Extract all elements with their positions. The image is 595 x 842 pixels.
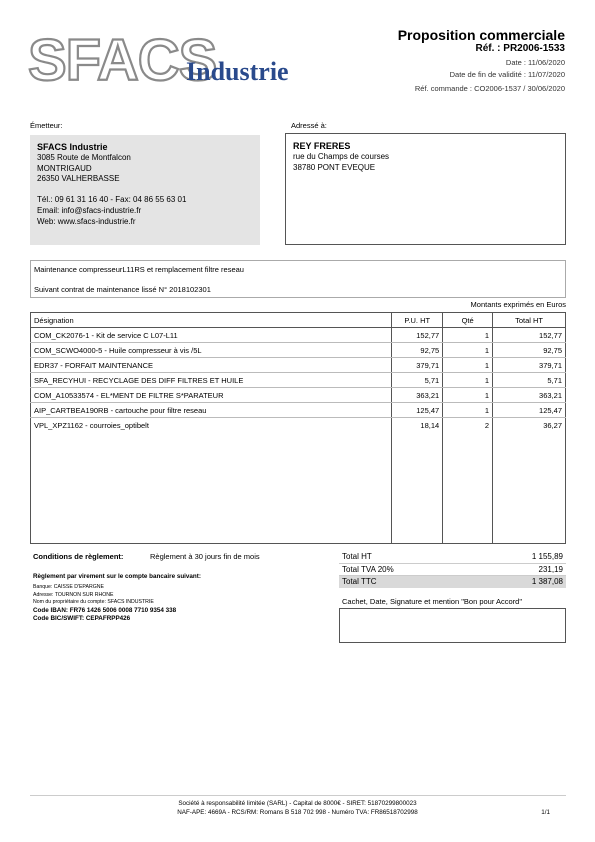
recipient-block	[285, 133, 566, 245]
cell-quantity: 1	[443, 373, 493, 388]
table-row	[31, 373, 566, 388]
table-row	[31, 418, 566, 433]
cell-unit-price: 125,47	[392, 403, 443, 418]
cell-designation: VPL_XPZ1162 - courroies_optibelt	[31, 418, 392, 433]
bic-code: Code BIC/SWIFT: CEPAFRPP426	[33, 615, 131, 622]
sender-block	[30, 135, 260, 245]
total-tva-label: Total TVA 20%	[342, 564, 394, 574]
object-line: Maintenance compresseurL11RS et remplacement filtre reseau	[34, 265, 244, 274]
table-row	[31, 358, 566, 373]
table-header-row	[31, 313, 566, 328]
document-reference: Réf. : PR2006-1533	[475, 43, 565, 54]
total-ttc-row	[339, 576, 566, 588]
cell-unit-price: 92,75	[392, 343, 443, 358]
items-table	[30, 312, 566, 544]
cell-total: 125,47	[493, 403, 566, 418]
totals-block	[339, 551, 566, 588]
total-ht-label: Total HT	[342, 552, 372, 561]
sender-address-line: MONTRIGAUD	[37, 163, 92, 173]
cell-unit-price: 152,77	[392, 328, 443, 343]
header-designation: Désignation	[31, 313, 392, 328]
total-ttc-label: Total TTC	[342, 577, 377, 586]
footer-line: NAF-APE: 4669A - RCS/RM: Romans B 518 702 998 - Numéro TVA: FR86518702998	[177, 809, 418, 816]
cell-total: 36,27	[493, 418, 566, 433]
company-logo	[28, 26, 328, 90]
total-tva-value: 231,19	[538, 564, 563, 574]
total-tva-row	[339, 564, 566, 577]
logo-text-main: SFACS	[28, 28, 217, 90]
table-row	[31, 403, 566, 418]
cell-designation: AIP_CARTBEA190RB - cartouche pour filtre reseau	[31, 403, 392, 418]
page-number: 1/1	[541, 809, 550, 816]
cell-quantity: 1	[443, 388, 493, 403]
cell-designation: COM_SCWO4000-5 - Huile compresseur à vis /5L	[31, 343, 392, 358]
payment-conditions-value: Règlement à 30 jours fin de mois	[150, 552, 260, 561]
total-ht-value: 1 155,89	[531, 552, 563, 561]
cell-total: 152,77	[493, 328, 566, 343]
sender-email: Email: info@sfacs-industrie.fr	[37, 205, 142, 215]
logo-text-sub: Industrie	[186, 57, 289, 86]
order-reference: Réf. commande : CO2006-1537 / 30/06/2020	[414, 84, 565, 93]
footer-divider	[30, 795, 566, 796]
sender-address-line: 3085 Route de Montfalcon	[37, 152, 131, 162]
account-owner: Nom du propriétaire du compte: SFACS INDUSTRIE	[33, 599, 154, 605]
payment-conditions-label: Conditions de règlement:	[33, 552, 124, 561]
iban-code: Code IBAN: FR76 1426 5006 0008 7710 9354 338	[33, 607, 177, 614]
cell-designation: COM_A10533574 - EL*MENT DE FILTRE S*PARATEUR	[31, 388, 392, 403]
cell-quantity: 1	[443, 328, 493, 343]
sender-website: Web: www.sfacs-industrie.fr	[37, 216, 136, 226]
table-row	[31, 343, 566, 358]
sender-name: SFACS Industrie	[37, 142, 108, 152]
bank-name: Banque: CAISSE D'EPARGNE	[33, 584, 104, 590]
cell-quantity: 1	[443, 403, 493, 418]
header-total: Total HT	[493, 313, 566, 328]
total-ht-row	[339, 551, 566, 564]
table-filler-row	[31, 433, 566, 544]
cell-unit-price: 363,21	[392, 388, 443, 403]
sender-phone: Tél.: 09 61 31 16 40 - Fax: 04 86 55 63 01	[37, 195, 187, 205]
cell-designation: SFA_RECYHUI - RECYCLAGE DES DIFF FILTRES ET HUILE	[31, 373, 392, 388]
validity-date: Date de fin de validité : 11/07/2020	[449, 70, 565, 79]
signature-box[interactable]	[339, 608, 566, 643]
cell-unit-price: 379,71	[392, 358, 443, 373]
sender-label: Émetteur:	[30, 121, 63, 130]
recipient-address-line: 38780 PONT EVEQUE	[293, 162, 376, 172]
bank-address: Adresse: TOURNON SUR RHONE	[33, 592, 114, 598]
cell-designation: EDR37 - FORFAIT MAINTENANCE	[31, 358, 392, 373]
total-ttc-value: 1 387,08	[531, 577, 563, 586]
cell-quantity: 1	[443, 343, 493, 358]
cell-total: 92,75	[493, 343, 566, 358]
table-row	[31, 328, 566, 343]
header-unit-price: P.U. HT	[392, 313, 443, 328]
document-title: Proposition commerciale	[397, 27, 565, 43]
recipient-label: Adressé à:	[291, 121, 327, 130]
recipient-address-line: rue du Champs de courses	[293, 151, 390, 161]
object-line: Suivant contrat de maintenance lissé N° 2018102301	[34, 285, 211, 294]
bank-transfer-title: Règlement par virement sur le compte bancaire suivant:	[33, 573, 201, 580]
cell-total: 5,71	[493, 373, 566, 388]
document-date: Date : 11/06/2020	[505, 58, 565, 67]
footer-line: Société à responsabilité limitée (SARL) - Capital de 8000€ - SIRET: 51870299800023	[178, 800, 417, 807]
cell-designation: COM_CK2076-1 - Kit de service C L07-L11	[31, 328, 392, 343]
cell-quantity: 2	[443, 418, 493, 433]
object-block	[30, 260, 566, 298]
cell-unit-price: 5,71	[392, 373, 443, 388]
signature-label: Cachet, Date, Signature et mention "Bon pour Accord"	[342, 597, 523, 606]
currency-note: Montants exprimés en Euros	[470, 300, 566, 309]
table-row	[31, 388, 566, 403]
recipient-name: REY FRERES	[293, 141, 351, 151]
cell-unit-price: 18,14	[392, 418, 443, 433]
cell-total: 363,21	[493, 388, 566, 403]
sender-address-line: 26350 VALHERBASSE	[37, 174, 120, 184]
header-quantity: Qté	[443, 313, 493, 328]
cell-quantity: 1	[443, 358, 493, 373]
cell-total: 379,71	[493, 358, 566, 373]
